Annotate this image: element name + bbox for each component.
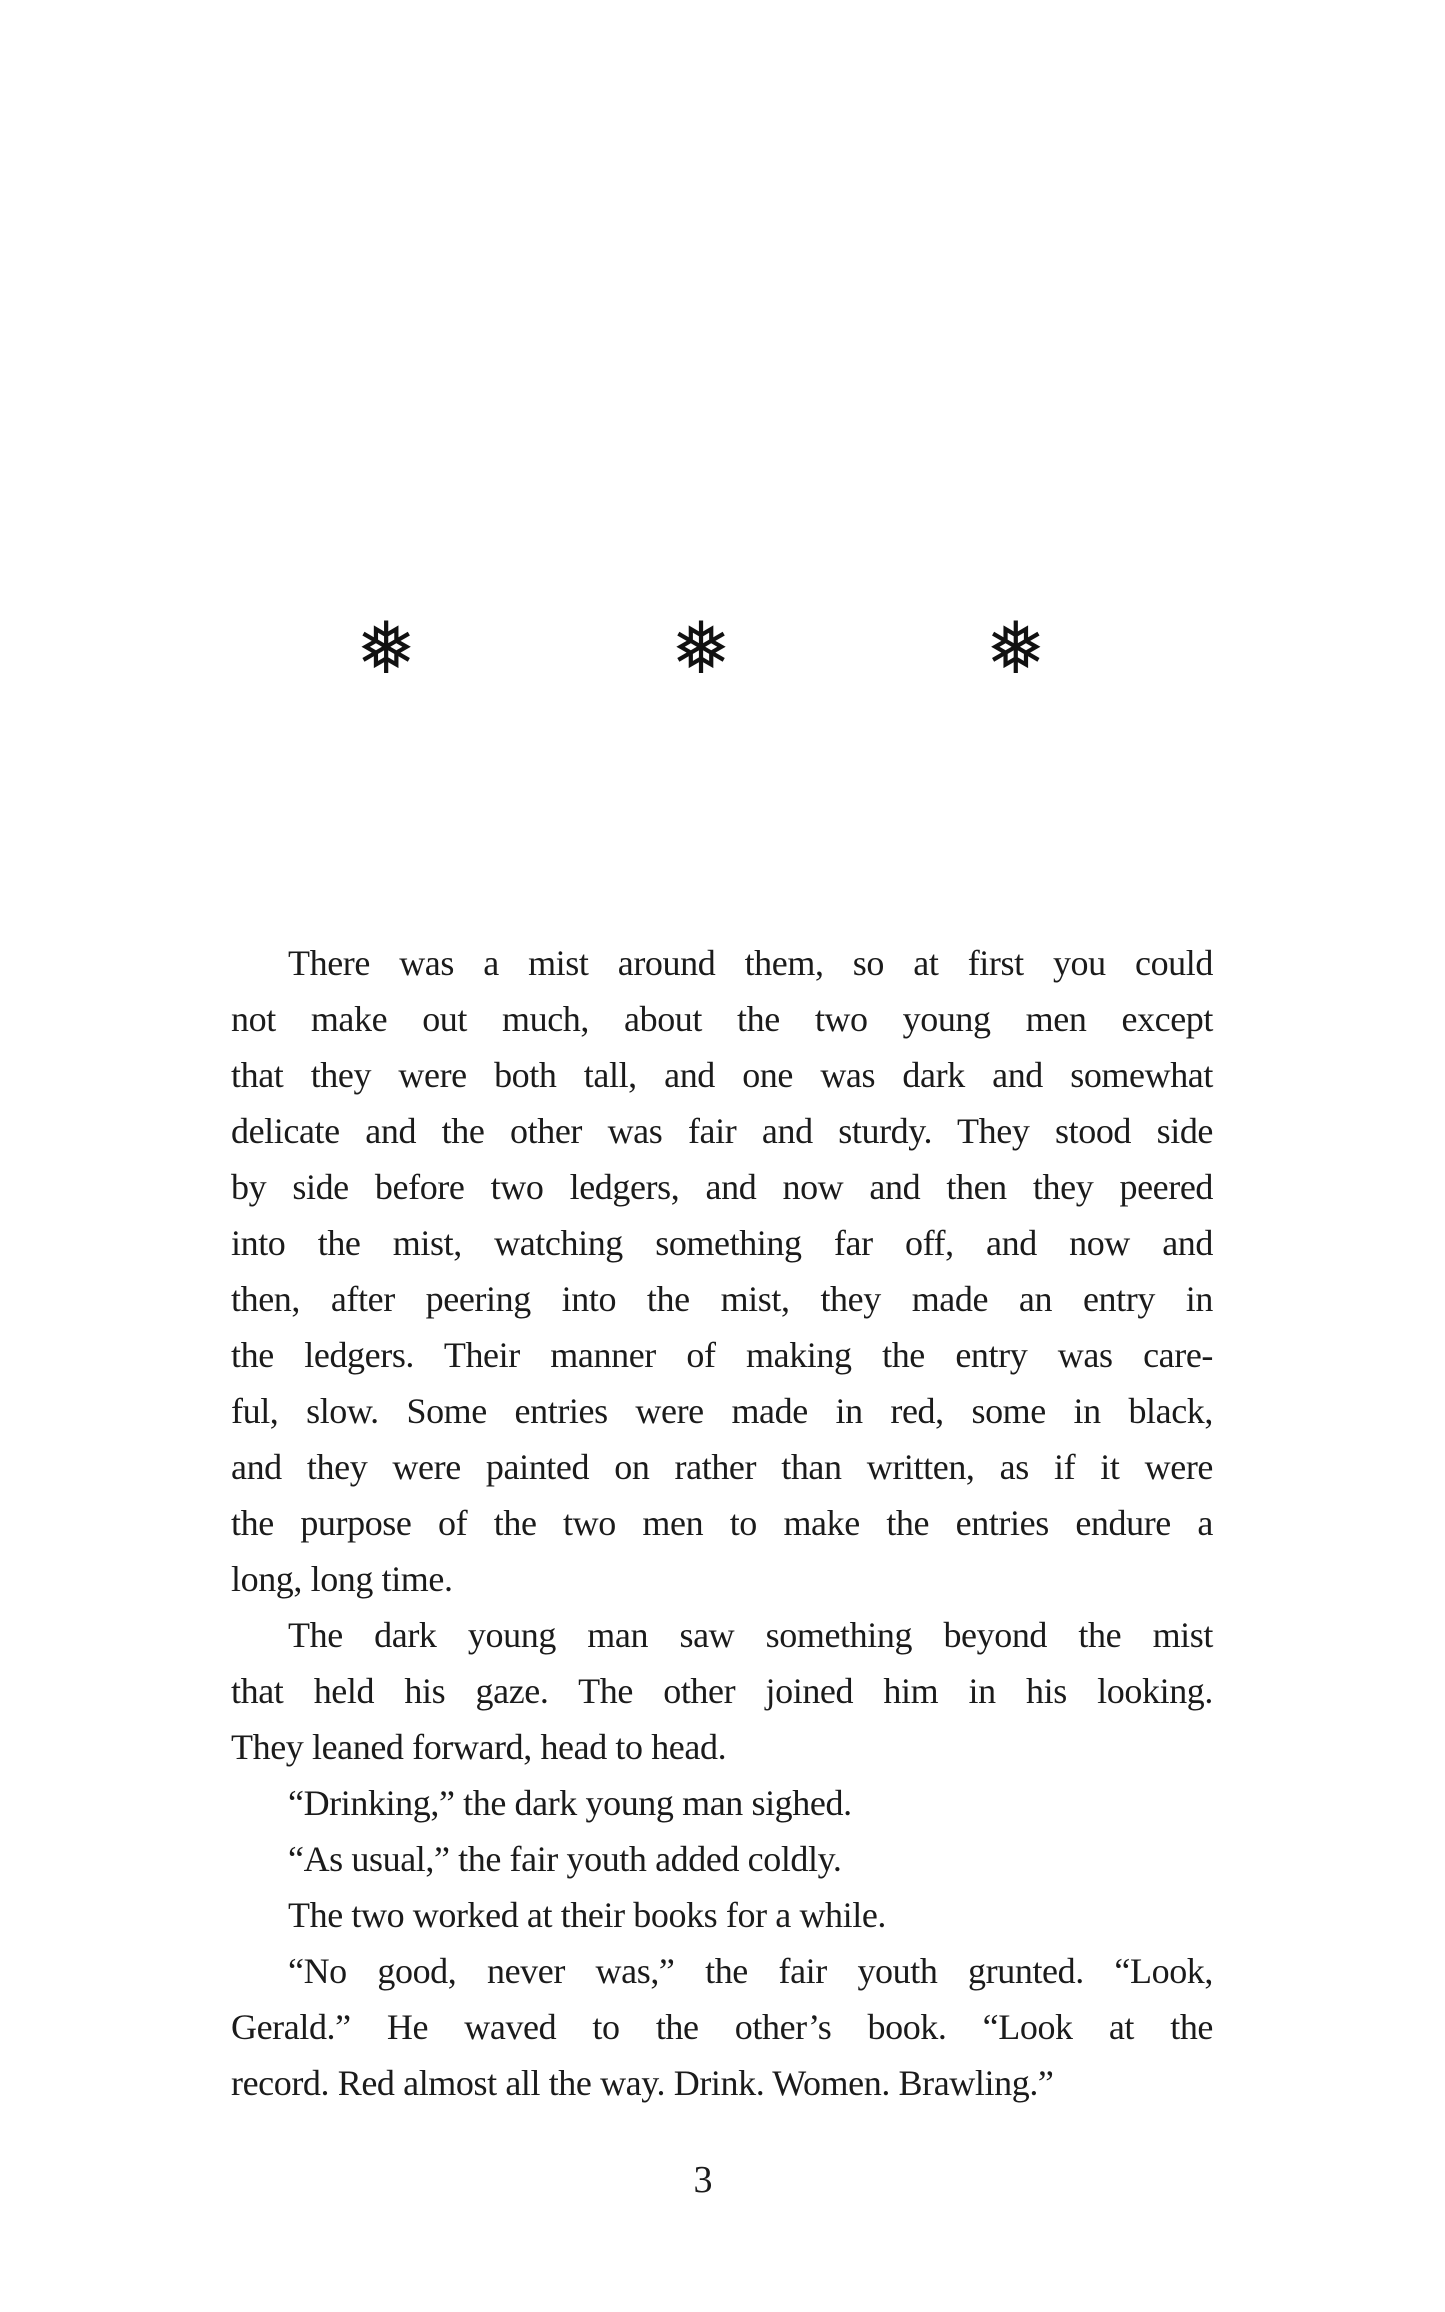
text-line: “Drinking,” the dark young man sighed. xyxy=(288,1783,852,1823)
snowflake-ornament-icon: ❅ xyxy=(985,606,1046,690)
snowflake-ornament-icon: ❅ xyxy=(670,606,732,690)
text-line: that they were both tall, and one was dark and somewhat xyxy=(231,1055,1213,1095)
text-line: the purpose of the two men to make the entries endure a xyxy=(231,1503,1213,1543)
paragraph xyxy=(231,1887,1213,1943)
text-line: They leaned forward, head to head. xyxy=(231,1727,727,1767)
text-line: “As usual,” the fair youth added coldly. xyxy=(288,1839,842,1879)
text-line: by side before two ledgers, and now and then they peered xyxy=(231,1167,1213,1207)
text-line: into the mist, watching something far off, and now and xyxy=(231,1223,1213,1263)
paragraph xyxy=(231,1831,1213,1887)
paragraph xyxy=(231,1943,1213,2111)
page-number: 3 xyxy=(693,2159,713,2201)
snowflake-ornament-icon: ❅ xyxy=(356,606,417,690)
text-line: then, after peering into the mist, they made an entry in xyxy=(231,1279,1213,1319)
text-line: There was a mist around them, so at first you could xyxy=(288,943,1213,983)
paragraph xyxy=(231,1607,1213,1775)
text-line: and they were painted on rather than written, as if it were xyxy=(231,1447,1213,1487)
text-line: long, long time. xyxy=(231,1559,453,1599)
text-block xyxy=(231,935,1213,2111)
text-line: record. Red almost all the way. Drink. Women. Brawling.” xyxy=(231,2063,1054,2103)
paragraph xyxy=(231,935,1213,1607)
paragraph xyxy=(231,1775,1213,1831)
text-line: ful, slow. Some entries were made in red, some in black, xyxy=(231,1391,1213,1431)
text-line: that held his gaze. The other joined him in his looking. xyxy=(231,1671,1213,1711)
text-line: The two worked at their books for a while. xyxy=(288,1895,887,1935)
text-line: Gerald.” He waved to the other’s book. “Look at the xyxy=(231,2007,1213,2047)
text-line: not make out much, about the two young men except xyxy=(231,999,1213,1039)
text-line: “No good, never was,” the fair youth grunted. “Look, xyxy=(288,1951,1213,1991)
text-line: the ledgers. Their manner of making the entry was care- xyxy=(231,1335,1213,1375)
ornament-row xyxy=(356,606,1046,690)
text-line: delicate and the other was fair and sturdy. They stood side xyxy=(231,1111,1213,1151)
text-line: The dark young man saw something beyond the mist xyxy=(288,1615,1213,1655)
